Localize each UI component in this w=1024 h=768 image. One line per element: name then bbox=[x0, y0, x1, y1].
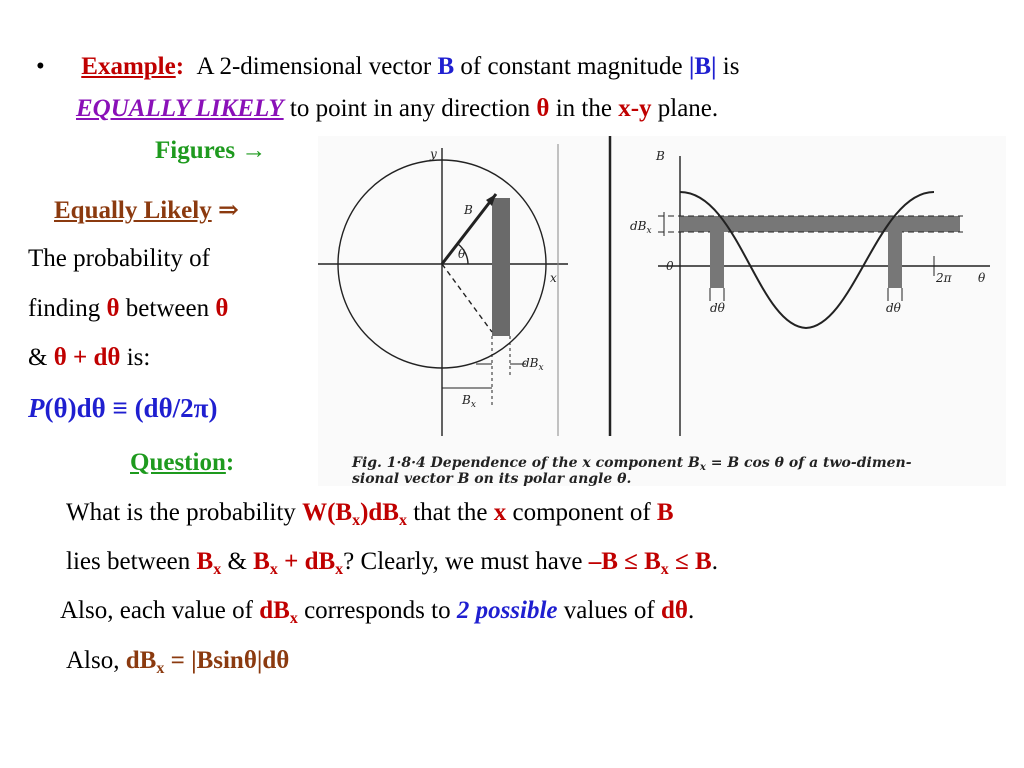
prob-is: is: bbox=[126, 344, 151, 371]
line1-text-c: is bbox=[722, 53, 740, 80]
question-line-2 bbox=[66, 547, 718, 577]
formula-p: P bbox=[28, 393, 45, 423]
left-theta-label: θ bbox=[458, 247, 466, 261]
prob-amp: & bbox=[28, 344, 48, 371]
figure-svg bbox=[318, 136, 1006, 486]
line2-text-b: in the bbox=[555, 95, 612, 122]
right-2pi-label: 2π bbox=[936, 271, 952, 285]
prob-finding: finding bbox=[28, 295, 101, 322]
equally-likely-heading bbox=[54, 196, 239, 226]
q3-two-possible: 2 possible bbox=[456, 597, 558, 624]
prob-line-3 bbox=[28, 343, 150, 373]
probability-formula bbox=[28, 393, 217, 423]
prob-line-2 bbox=[28, 294, 228, 324]
q1-text-a: What is the probability bbox=[66, 499, 296, 526]
q1-w-expression: $W(B_x)dB_x$ bbox=[302, 499, 407, 529]
question-heading bbox=[130, 448, 234, 478]
line1-text-b: of constant magnitude bbox=[460, 53, 683, 80]
figure-caption-1: Fig. 1·8·4 Dependence of the x component $B_x = B$ cos θ of a two-dimen- bbox=[352, 455, 912, 473]
dtheta-strip-2 bbox=[888, 228, 902, 288]
prob-theta-dtheta: θ + dθ bbox=[53, 344, 121, 371]
equally-likely-emph: EQUALLY LIKELY bbox=[76, 95, 284, 122]
left-circle-diagram bbox=[318, 144, 568, 436]
example-colon: : bbox=[175, 53, 185, 80]
q3-text-a: Also, each value of bbox=[60, 597, 253, 624]
q2-text-a: lies between bbox=[66, 548, 191, 575]
q1-text-c: component of bbox=[512, 499, 651, 526]
q3-text-c: values of bbox=[563, 597, 655, 624]
q3-dtheta: dθ bbox=[660, 597, 688, 624]
left-b-label: B bbox=[464, 203, 473, 217]
prob-line-1: The probability of bbox=[28, 245, 210, 272]
bullet-line-2 bbox=[76, 94, 718, 124]
magnitude-b: |B| bbox=[688, 53, 717, 80]
left-x-label: x bbox=[550, 271, 557, 285]
right-theta-label: θ bbox=[978, 271, 986, 285]
q4-expression: $dB_x = |Bsin\theta|d\theta$ bbox=[125, 647, 290, 677]
textbook-figure bbox=[318, 136, 1006, 486]
question-line-1 bbox=[66, 498, 674, 528]
q1-text-b: that the bbox=[413, 499, 488, 526]
line1-text-a: A 2-dimensional vector bbox=[196, 53, 432, 80]
question-line-4 bbox=[66, 646, 289, 676]
figures-label: Figures → bbox=[155, 137, 267, 164]
line2-text-a: to point in any direction bbox=[289, 95, 531, 122]
right-cosine-plot bbox=[610, 136, 990, 436]
q4-text-a: Also, bbox=[66, 647, 120, 674]
q3-dbx: $dB_x$ bbox=[259, 597, 298, 627]
right-dbx-label: $dB_x$ bbox=[630, 219, 652, 236]
question-colon: : bbox=[225, 449, 235, 476]
implies-arrow: ⇒ bbox=[217, 197, 239, 224]
bullet-line-1 bbox=[36, 52, 739, 82]
q3-dot: . bbox=[687, 597, 695, 624]
q2-bx: $B_x$ bbox=[196, 548, 222, 578]
q2-bx-plus: $B_x + dB_x$ bbox=[253, 548, 344, 578]
q3-text-b: corresponds to bbox=[304, 597, 451, 624]
right-dtheta2-label: dθ bbox=[886, 301, 901, 315]
formula-rest: (θ)dθ ≡ (dθ/2π) bbox=[44, 393, 218, 423]
right-b-label: B bbox=[656, 149, 665, 163]
dtheta-strip-1 bbox=[710, 228, 724, 288]
prob-theta-2: θ bbox=[215, 295, 229, 322]
q2-amp: & bbox=[227, 548, 247, 575]
q2-inequality: $-B \le B_x \le B$ bbox=[588, 548, 712, 578]
question-label: Question bbox=[130, 449, 226, 476]
figure-caption-2: sional vector B on its polar angle θ. bbox=[352, 471, 632, 486]
q2-text-b: ? Clearly, we must have bbox=[343, 548, 583, 575]
right-zero-label: 0 bbox=[666, 259, 674, 273]
prob-theta-1: θ bbox=[106, 295, 120, 322]
dbx-strip bbox=[492, 198, 510, 336]
mirror-vector-dashed bbox=[442, 264, 492, 332]
left-y-label: y bbox=[430, 147, 437, 161]
vector-b: B bbox=[437, 53, 455, 80]
bullet-glyph: • bbox=[36, 53, 45, 80]
question-line-3 bbox=[60, 596, 694, 626]
example-label: Example bbox=[81, 53, 176, 80]
prob-between: between bbox=[125, 295, 210, 322]
left-bx-label: $B_x$ bbox=[462, 393, 476, 410]
left-dbx-label: $dB_x$ bbox=[522, 356, 544, 373]
right-dtheta1-label: dθ bbox=[710, 301, 725, 315]
q1-x: x bbox=[493, 499, 507, 526]
equally-likely-label: Equally Likely bbox=[54, 197, 212, 224]
theta-symbol: θ bbox=[536, 95, 550, 122]
q1-b: B bbox=[656, 499, 674, 526]
q2-dot: . bbox=[711, 548, 718, 575]
xy-plane-label: x-y bbox=[618, 95, 652, 122]
line2-text-c: plane. bbox=[657, 95, 719, 122]
